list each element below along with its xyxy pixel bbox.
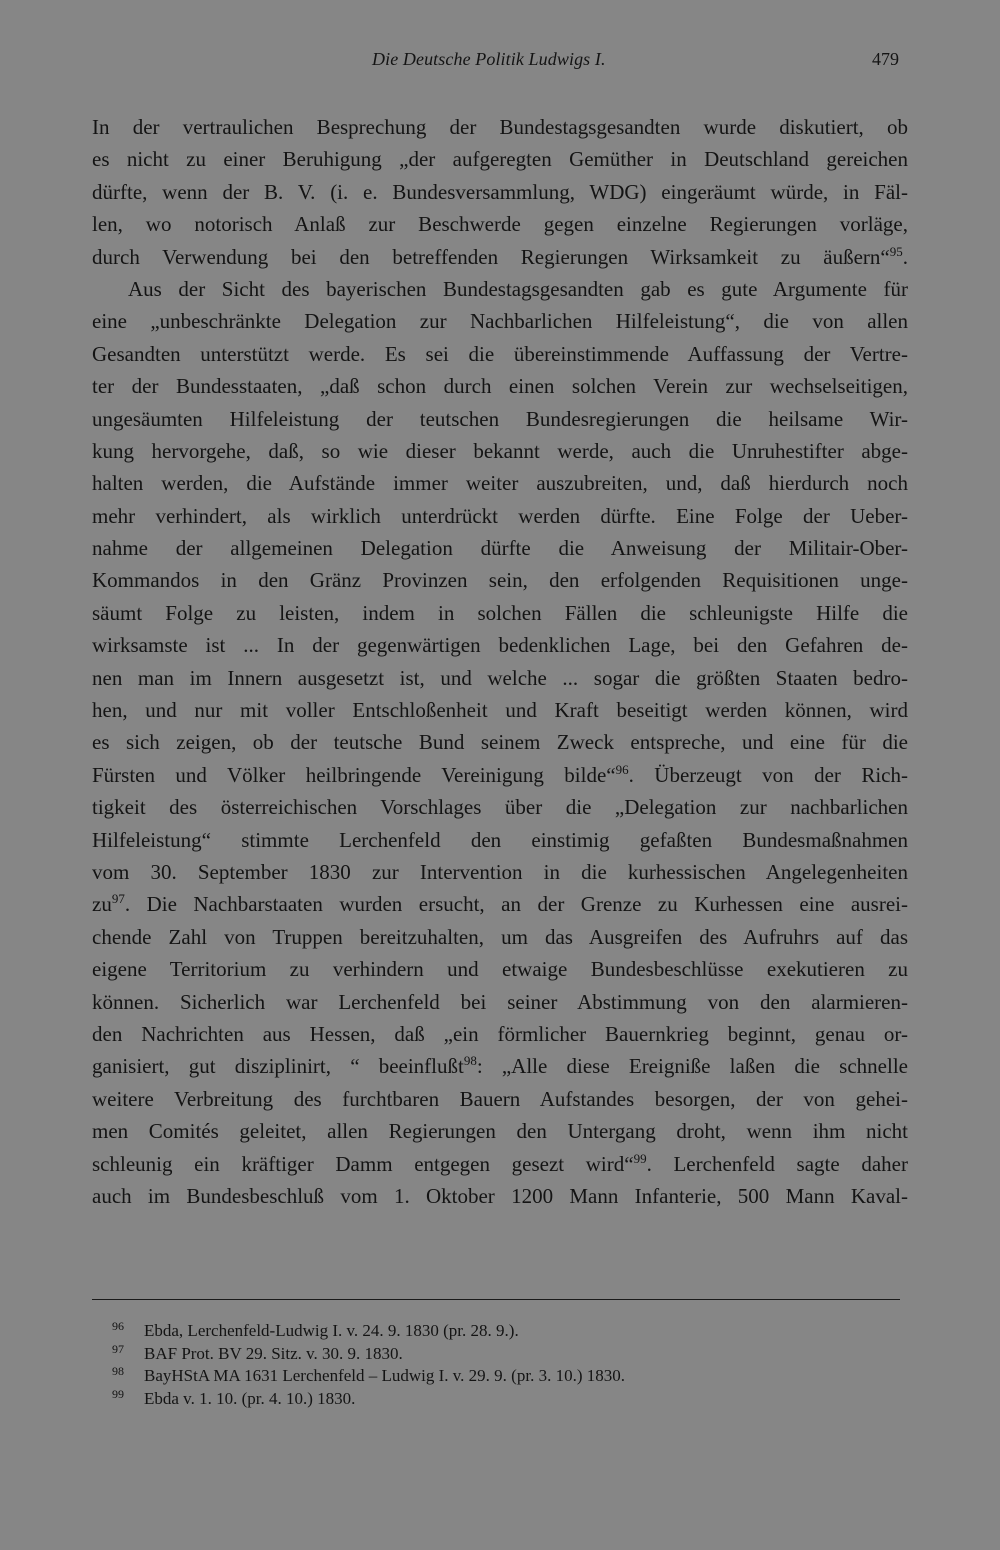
text-line-content: auch im Bundesbeschluß vom 1. Oktober 1200 Mann Infanterie, 500 Mann Kaval- (92, 1183, 908, 1208)
text-line-content: wirksamste ist ... In der gegenwärtigen bedenklichen Lage, bei den Gefahren de- (92, 633, 908, 658)
text-line-continuation: . Überzeugt von der Rich- (628, 762, 908, 787)
text-line-content: ter der Bundesstaaten, „daß schon durch einen solchen Verein zur wechselseitigen, (92, 374, 908, 399)
text-line (92, 241, 908, 273)
text-line-content: durch Verwendung bei den betreffenden Regierungen Wirksamkeit zu äußern“ (92, 244, 890, 269)
footnote-text: Ebda v. 1. 10. (pr. 4. 10.) 1830. (144, 1388, 356, 1408)
text-line-content: es sich zeigen, ob der teutsche Bund seinem Zweck entspreche, und eine für die (92, 730, 908, 755)
text-line (92, 403, 908, 435)
footnotes (112, 1315, 902, 1408)
text-line (92, 500, 908, 532)
text-line (92, 338, 908, 370)
text-line-content: säumt Folge zu leisten, indem in solchen Fällen die schleunigste Hilfe die (92, 600, 908, 625)
text-line-content: vom 30. September 1830 zur Intervention in die kurhessischen Angelegenheiten (92, 859, 908, 884)
footnote-number: 97 (112, 1341, 124, 1356)
text-line-content: eigene Territorium zu verhindern und etwaige Bundesbeschlüsse exekutieren zu (92, 957, 908, 982)
text-line-content: es nicht zu einer Beruhigung „der aufgeregten Gemüther in Deutschland gereichen (92, 147, 908, 172)
text-line-content: Hilfeleistung“ stimmte Lerchenfeld den einstimig gefaßten Bundesmaßnahmen (92, 827, 908, 852)
footnote (112, 1315, 902, 1338)
footnote-number: 98 (112, 1364, 124, 1378)
text-line-continuation: : „Alle diese Ereigniße laßen die schnelle (476, 1054, 908, 1079)
footnote (112, 1360, 902, 1383)
text-line-content: ungesäumten Hilfeleistung der teutschen Bundesregierungen die heilsame Wir- (92, 406, 908, 431)
footnote-text: BayHStA MA 1631 Lerchenfeld – Ludwig I. v. 29. 9. (pr. 3. 10.) 1830. (144, 1366, 625, 1385)
text-line (92, 111, 908, 143)
text-line (92, 1050, 908, 1082)
text-line (92, 208, 908, 240)
text-line-content: weitere Verbreitung des furchtbaren Bauern Aufstandes besorgen, der von gehei- (92, 1086, 908, 1111)
text-line (92, 370, 908, 402)
text-line (92, 759, 908, 791)
text-line-content: kung hervorgehe, daß, so wie dieser bekannt werde, auch die Unruhestifter abge- (92, 438, 908, 463)
text-line-content: mehr verhindert, als wirklich unterdrückt werden dürfte. Eine Folge der Ueber- (92, 503, 908, 528)
text-line-content: men Comités geleitet, allen Regierungen den Untergang droht, wenn ihm nicht (92, 1119, 908, 1144)
text-line-continuation: . Die Nachbarstaaten wurden ersucht, an der Grenze zu Kurhessen eine ausrei- (124, 892, 908, 917)
text-line (92, 1115, 908, 1147)
text-line-content: In der vertraulichen Besprechung der Bundestagsgesandten wurde diskutiert, ob (92, 115, 908, 139)
text-line-content: den Nachrichten aus Hessen, daß „ein förmlicher Bauernkrieg beginnt, genau or- (92, 1021, 908, 1046)
text-line (92, 532, 908, 564)
text-line (92, 694, 908, 726)
text-line-content: nahme der allgemeinen Delegation dürfte die Anweisung der Militair-Ober- (92, 536, 908, 561)
text-line (92, 1180, 908, 1212)
text-line (92, 435, 908, 467)
text-line (92, 791, 908, 823)
text-line-content: nen man im Innern ausgesetzt ist, und welche ... sogar die größten Staaten bedro- (92, 665, 908, 690)
footnote-reference[interactable]: 96 (615, 761, 629, 777)
text-line (92, 1083, 908, 1115)
text-line (92, 888, 908, 920)
footnote-text: BAF Prot. BV 29. Sitz. v. 30. 9. 1830. (144, 1343, 403, 1363)
text-line (92, 953, 908, 985)
text-line-continuation: . Lerchenfeld sagte daher (646, 1151, 908, 1176)
text-line-content: zu (92, 892, 112, 917)
text-line-continuation: . (902, 244, 908, 269)
page-number: 479 (872, 49, 899, 69)
text-line (92, 662, 908, 694)
footnote (112, 1338, 902, 1361)
text-line-content: eine „unbeschränkte Delegation zur Nachbarlichen Hilfeleistung“, die von allen (92, 309, 908, 334)
text-line (92, 629, 908, 661)
footnote-reference[interactable]: 95 (889, 243, 903, 259)
text-line (92, 1148, 908, 1180)
text-line (92, 1018, 908, 1050)
footnote-number: 99 (112, 1386, 124, 1401)
text-line (92, 856, 908, 888)
text-line (92, 305, 908, 337)
text-line (92, 273, 908, 305)
footnote-separator (92, 1299, 900, 1300)
text-line-content: ganisiert, gut disziplinirt, “ beeinflußt (92, 1054, 464, 1079)
body-text (92, 111, 908, 1212)
footnote-reference[interactable]: 99 (633, 1150, 647, 1166)
text-line (92, 824, 908, 856)
text-line (92, 176, 908, 208)
footnote-reference[interactable]: 97 (111, 891, 125, 907)
footnote-number: 96 (112, 1319, 124, 1333)
text-line-content: halten werden, die Aufstände immer weiter auszubreiten, und, daß hierdurch noch (92, 471, 908, 496)
text-line (92, 467, 908, 499)
footnote-reference[interactable]: 98 (463, 1053, 477, 1069)
text-line-content: len, wo notorisch Anlaß zur Beschwerde gegen einzelne Regierungen vorläge, (92, 212, 908, 237)
footnote (112, 1383, 902, 1406)
footnote-text: Ebda, Lerchenfeld-Ludwig I. v. 24. 9. 1830 (pr. 28. 9.). (144, 1321, 519, 1340)
text-line (92, 726, 908, 758)
text-line-content: schleunig ein kräftiger Damm entgegen gesezt wird“ (92, 1151, 634, 1176)
text-line-content: Kommandos in den Gränz Provinzen sein, den erfolgenden Requisitionen unge- (92, 568, 908, 593)
text-line (92, 143, 908, 175)
text-line-content: dürfte, wenn der B. V. (i. e. Bundesversammlung, WDG) eingeräumt würde, in Fäl- (92, 179, 908, 204)
running-title: Die Deutsche Politik Ludwigs I. (372, 49, 606, 69)
text-line (92, 564, 908, 596)
text-line-content: hen, und nur mit voller Entschloßenheit und Kraft beseitigt werden können, wird (92, 698, 908, 723)
text-line-content: Fürsten und Völker heilbringende Vereinigung bilde“ (92, 762, 616, 787)
text-line-content: Aus der Sicht des bayerischen Bundestagsgesandten gab es gute Argumente für (128, 276, 908, 301)
text-line (92, 986, 908, 1018)
text-line-content: Gesandten unterstützt werde. Es sei die übereinstimmende Auffassung der Vertre- (92, 341, 908, 366)
text-line-content: können. Sicherlich war Lerchenfeld bei seiner Abstimmung von den alarmieren- (92, 989, 908, 1014)
text-line-content: tigkeit des österreichischen Vorschlages über die „Delegation zur nachbarlichen (92, 795, 908, 820)
text-line (92, 597, 908, 629)
text-line (92, 921, 908, 953)
text-line-content: chende Zahl von Truppen bereitzuhalten, um das Ausgreifen des Aufruhrs auf das (92, 924, 908, 949)
